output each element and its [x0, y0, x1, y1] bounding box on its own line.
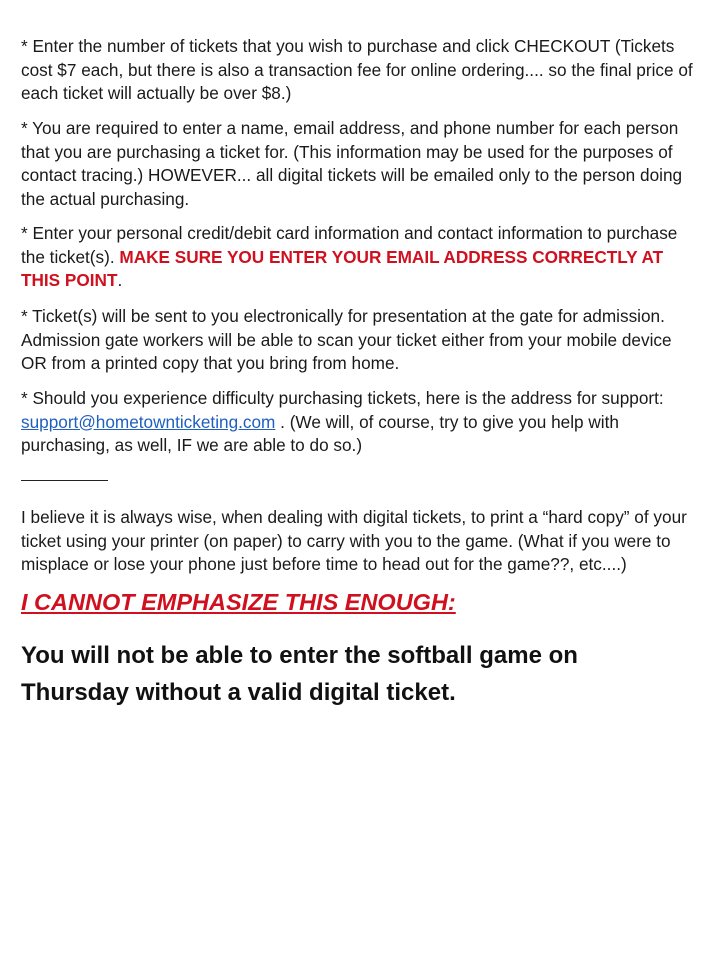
text-line: Admission gate workers will be able to scan your ticket either from your mobile device: [21, 329, 672, 350]
emphasis-heading: I CANNOT EMPHASIZE THIS ENOUGH:: [21, 589, 456, 615]
text-line: You will not be able to enter the softball game on: [21, 642, 578, 669]
text-line: * Should you experience difficulty purchasing tickets, here is the address for support:: [21, 388, 664, 408]
text-line: * Enter your personal credit/debit card information and contact information to purchase: [21, 223, 678, 243]
instruction-step-5: [21, 387, 711, 458]
text-line: each ticket will actually be over $8.): [21, 83, 292, 103]
text-line: I believe it is always wise, when dealing with digital tickets, to print a “hard copy” of your: [21, 507, 687, 527]
text-line: contact tracing.) HOWEVER... all digital tickets will be emailed only to the person doing: [21, 165, 683, 185]
text-line: * Enter the number of tickets that you wish to purchase and click CHECKOUT (Tickets: [21, 36, 675, 56]
final-notice: [21, 637, 578, 711]
instruction-step-4: [21, 305, 711, 376]
instruction-step-3: [21, 222, 711, 293]
text-line: OR from a printed copy that you bring from home.: [21, 353, 400, 373]
email-warning-end: THIS POINT: [21, 270, 118, 290]
instruction-step-1: [21, 35, 711, 106]
text-line: misplace or lose your phone just before time to head out for the game??, etc....): [21, 554, 627, 574]
step3-prefix: the ticket(s).: [21, 246, 120, 267]
text-line: cost $7 each, but there is also a transaction fee for online ordering.... so the final price of: [21, 59, 693, 80]
step5-suffix: . (We will, of course, try to give you help with: [275, 411, 619, 432]
text-line: * Ticket(s) will be sent to you electronically for presentation at the gate for admission.: [21, 306, 665, 326]
email-warning: MAKE SURE YOU ENTER YOUR EMAIL ADDRESS CORRECTLY AT: [119, 246, 664, 267]
text-line: the actual purchasing.: [21, 188, 190, 209]
section-divider: [21, 480, 108, 481]
text-line: ticket using your printer (on paper) to carry with you to the game. (What if you were to: [21, 530, 671, 551]
text-line: * You are required to enter a name, email address, and phone number for each person: [21, 118, 679, 138]
instruction-step-2: [21, 117, 711, 211]
text-line: purchasing, as well, IF we are able to do so.): [21, 435, 363, 455]
text-line: that you are purchasing a ticket for. (This information may be used for the purposes of: [21, 141, 673, 162]
support-email-link[interactable]: support@hometownticketing.com: [21, 411, 276, 432]
print-advice: [21, 506, 711, 577]
text-line: Thursday without a valid digital ticket.: [21, 679, 456, 706]
step3-suffix: .: [117, 270, 123, 290]
text-line: [21, 269, 711, 293]
text-line: [21, 411, 711, 435]
text-line: [21, 246, 711, 270]
